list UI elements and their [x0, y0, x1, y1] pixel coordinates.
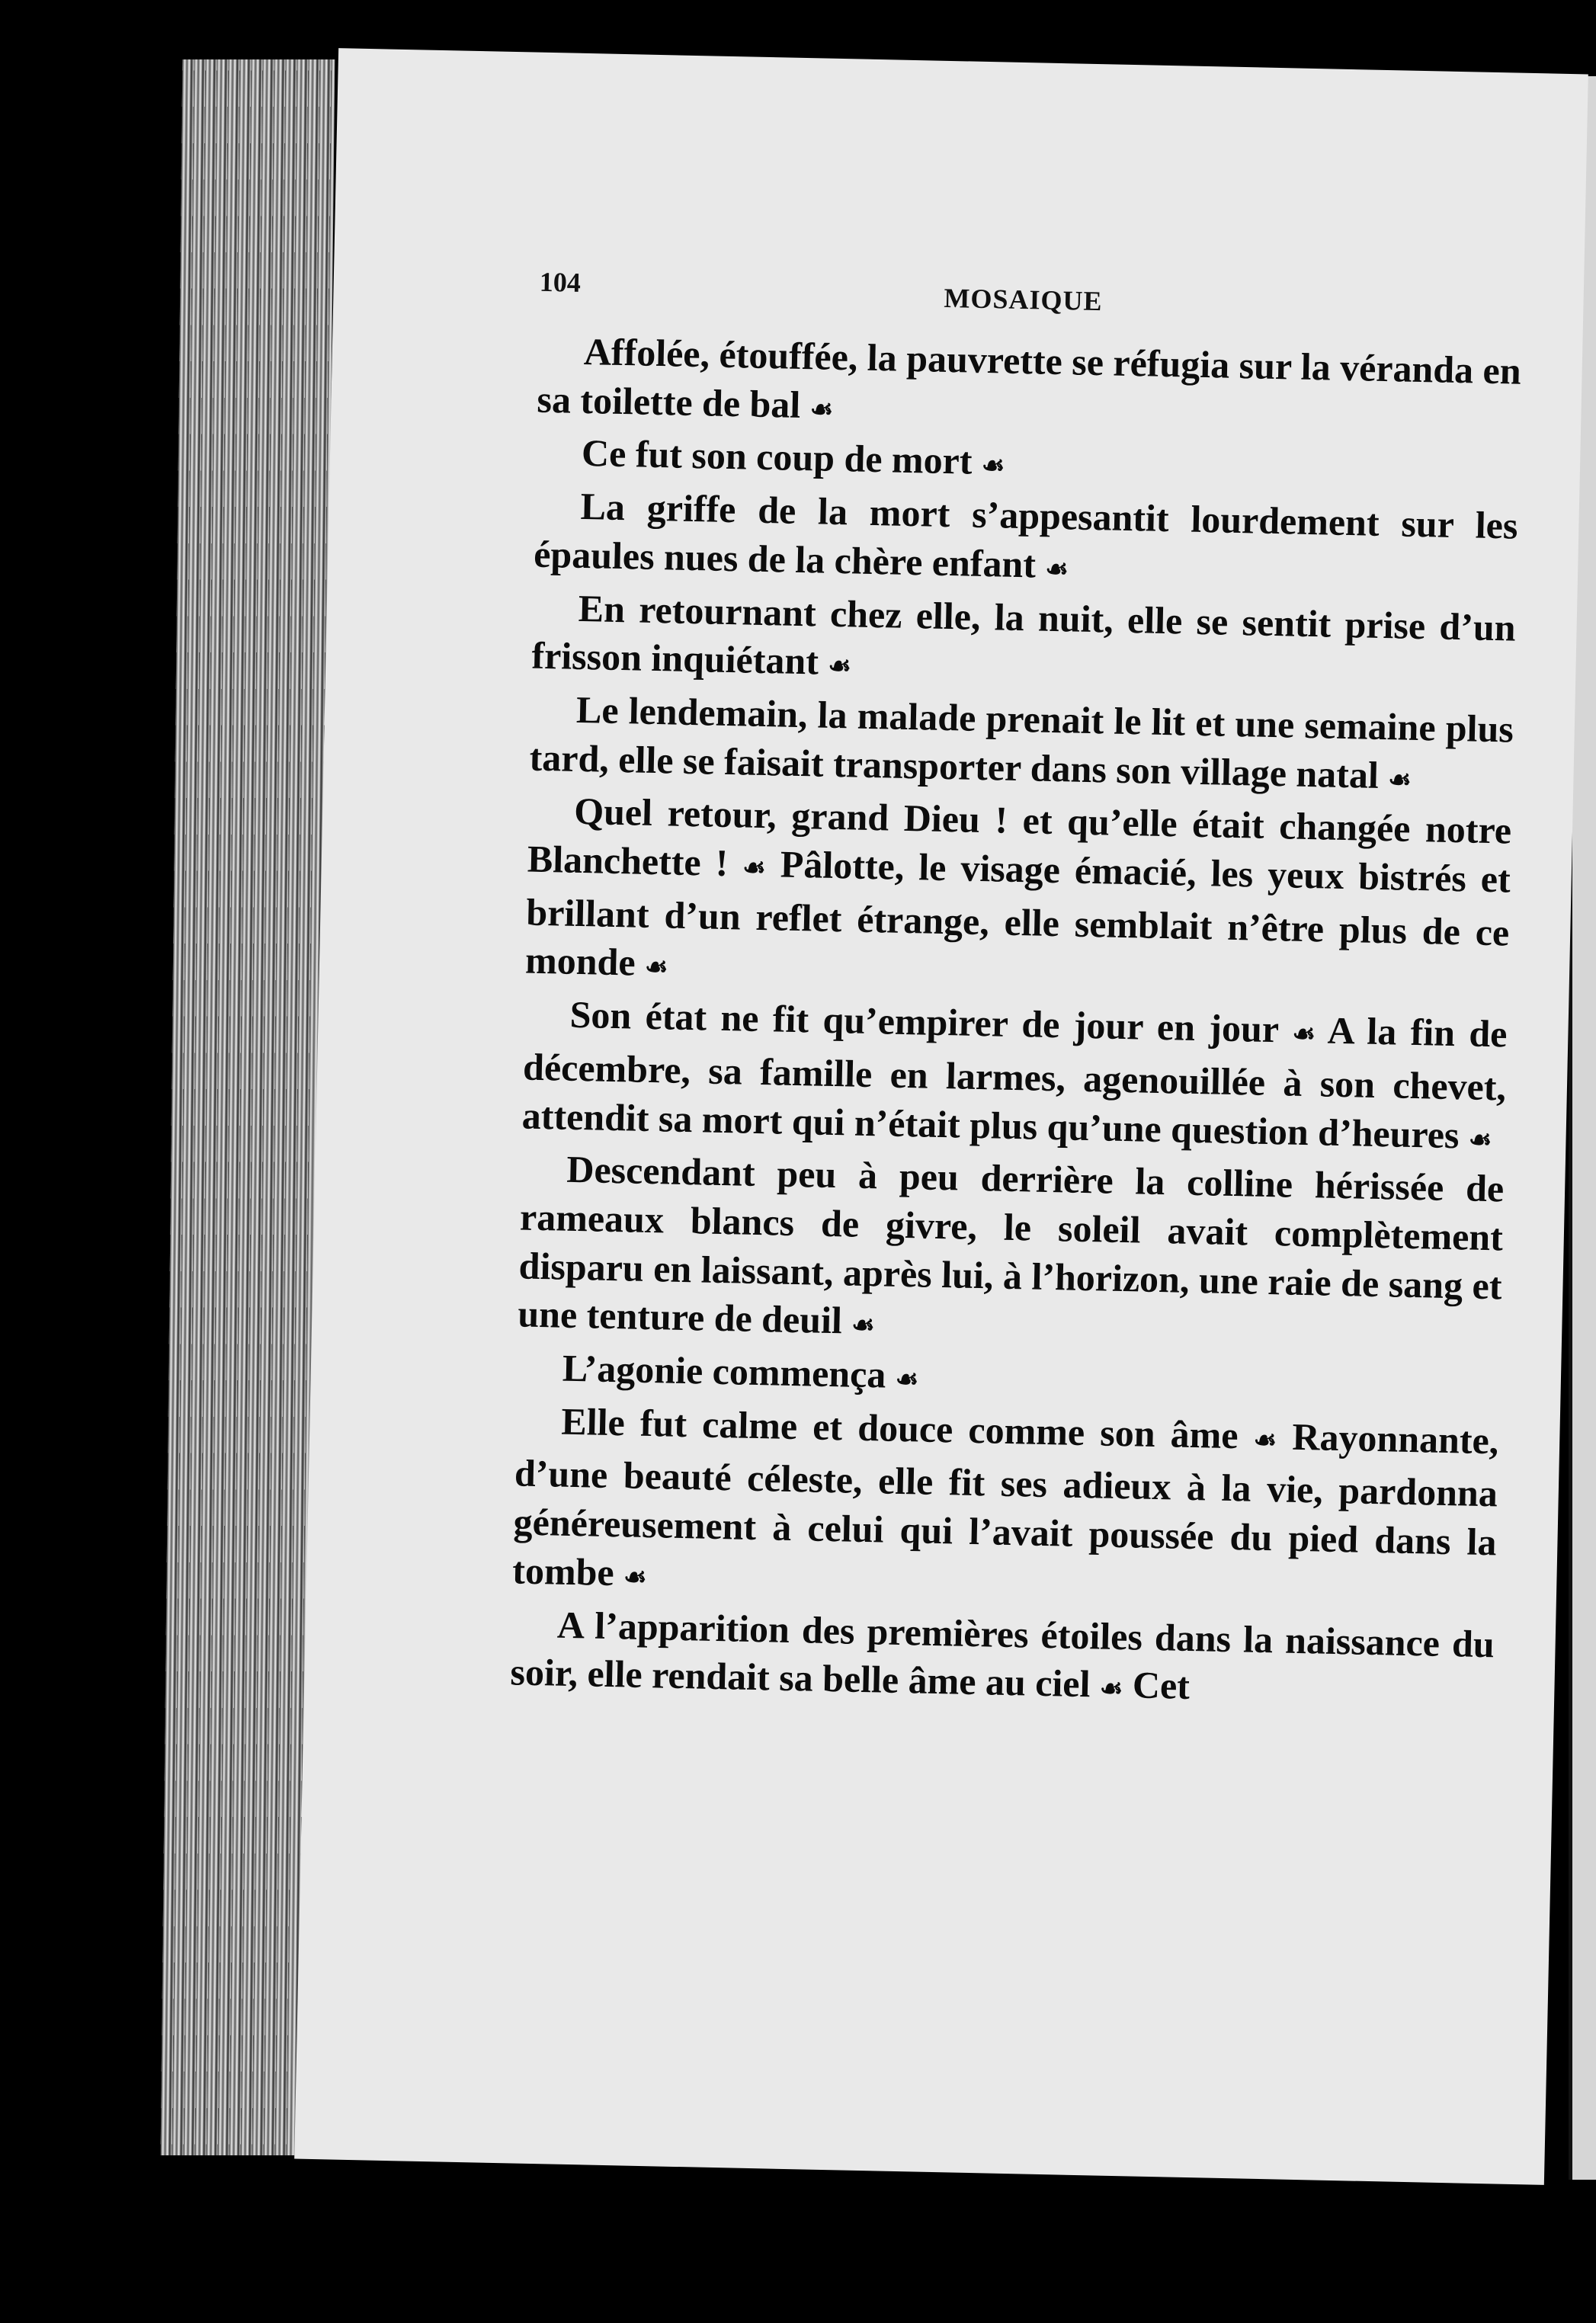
ornament-icon: ☙	[644, 953, 668, 982]
ornament-icon: ☙	[851, 1311, 876, 1341]
sentence: Son état ne fit qu’empirer de jour en jour	[569, 992, 1279, 1051]
ornament-icon: ☙	[827, 652, 852, 681]
sentence: Rayonnante, d’une beauté céleste, elle fit ses adieux à la vie, pardonna généreusement à celui qui l’avait poussée du pied dans la tombe	[511, 1415, 1499, 1594]
body-text	[510, 327, 1521, 1722]
sentence: A la fin de décembre, sa famille en larmes, agenouillée à son chevet, attendit sa mort qui n’était plus qu’une question d’heures	[521, 1008, 1508, 1156]
paragraph	[531, 583, 1517, 705]
sentence: Cet	[1132, 1663, 1191, 1708]
page-number: 104	[539, 266, 582, 298]
sentence: Elle fut calme et douce comme son âme	[560, 1399, 1239, 1457]
ornament-icon: ☙	[1099, 1674, 1123, 1704]
page-title: MOSAIQUE	[944, 282, 1103, 317]
ornament-icon: ☙	[742, 854, 767, 883]
ornament-icon: ☙	[981, 452, 1005, 481]
paragraph	[529, 685, 1514, 807]
paragraph	[537, 327, 1522, 449]
ornament-icon: ☙	[623, 1563, 647, 1592]
sentence: Ce fut son coup de mort	[581, 431, 973, 483]
ornament-icon: ☙	[1468, 1126, 1492, 1155]
paragraph	[524, 787, 1511, 1011]
paragraph	[512, 1396, 1499, 1620]
sentence: Pâlotte, le visage émacié, les yeux bistrés et brillant d’un reflet étrange, elle semblait n’être plus de ce monde	[524, 842, 1511, 984]
sentence: Descendant peu à peu derrière la colline hérissée de rameaux blancs de givre, le soleil avait complètement disparu en laissant, après lui, à l’horizon, une raie de sang et une tenture de deuil	[517, 1147, 1505, 1342]
sentence: L’agonie commença	[562, 1346, 886, 1396]
ornament-icon: ☙	[895, 1365, 919, 1395]
ornament-icon: ☙	[809, 395, 834, 425]
sentence: La griffe de la mort s’appesantit lourdement sur les épaules nues de la chère enfant	[533, 485, 1518, 586]
paragraph	[521, 990, 1508, 1165]
sentence: Le lendemain, la malade prenait le lit et une semaine plus tard, elle se faisait transporter dans son village natal	[529, 687, 1514, 796]
paragraph	[510, 1600, 1495, 1722]
sentence: A l’apparition des premières étoiles dans la naissance du soir, elle rendait sa belle âme au ciel	[510, 1603, 1495, 1706]
ornament-icon: ☙	[1253, 1426, 1277, 1456]
running-head	[539, 266, 1508, 317]
ornament-icon: ☙	[1387, 765, 1412, 795]
ornament-icon: ☙	[1292, 1020, 1316, 1049]
sentence: Affolée, étouffée, la pauvrette se réfugia sur la véranda en sa toilette de bal	[537, 329, 1522, 426]
sentence: En retournant chez elle, la nuit, elle se sentit prise d’un frisson inquiétant	[530, 586, 1517, 683]
paragraph	[518, 1145, 1505, 1364]
book-page	[294, 48, 1588, 2185]
paragraph	[534, 482, 1519, 604]
ornament-icon: ☙	[1044, 555, 1069, 585]
sentence: Quel retour, grand Dieu ! et qu’elle était changée notre Blanchette !	[527, 790, 1512, 885]
